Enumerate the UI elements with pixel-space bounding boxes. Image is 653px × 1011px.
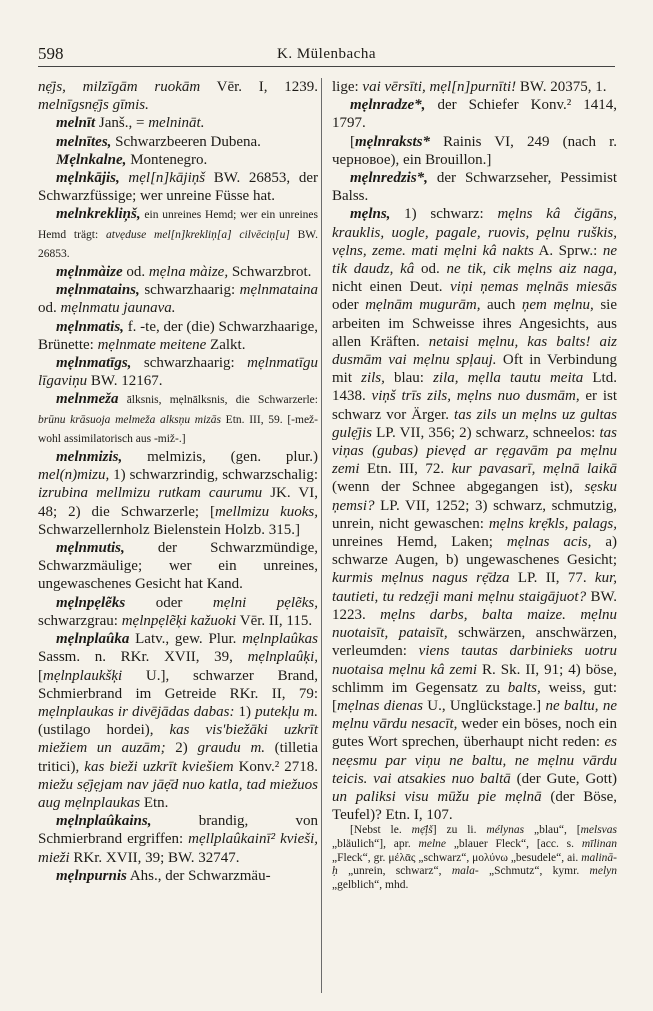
page-number: 598 [38, 44, 64, 63]
entry-text: ne tik daudz, kâ [332, 242, 617, 278]
entry-text: melnīgsnẹ̄js gīmis. [38, 97, 149, 114]
entry-text: malinā-ḥ [332, 851, 617, 878]
entry-text: Schwarzbrot. [228, 264, 312, 281]
dictionary-entry [332, 78, 617, 96]
entry-text: „Fleck“, gr. μέλᾱς „schwarz“, μολύνω „besudele“, ai. [332, 851, 582, 864]
entry-text: mẹlnplaukas ir divējādas dabas: [38, 703, 235, 720]
entry-text: mẹlnmataina [239, 282, 318, 299]
entry-text: [ [350, 133, 355, 150]
entry-headword: melnīt [56, 115, 96, 132]
entry-text: mẹ̄ļš [411, 824, 433, 837]
entry-text: brūnu krāsuoja melmeža alksņu mizās [38, 413, 221, 426]
dictionary-entry [38, 448, 318, 539]
entry-headword: mẹlnpurnis [56, 867, 127, 884]
entry-text: miežu sẹ̄jẹjam nav jāẹ̄d nuo katla, tad miežuos aug mẹlnplaukas [38, 776, 318, 811]
entry-text: sie arbeiten im Schweisse ihres Angesichts, aus allen Kräften. [332, 297, 617, 350]
entry-text: Schwarzbeeren Dubena. [111, 133, 261, 150]
running-head: K. Mülenbacha [277, 46, 376, 62]
entry-text: „blau“, [ [524, 824, 581, 837]
entry-text: viņš trīs zils, mẹlns nuo dusmām, [371, 388, 580, 405]
entry-text: mẹlnplaûkas [242, 631, 318, 648]
entry-text: Etn. [140, 794, 169, 811]
entry-text: LP. VII, 356; 2) schwarz, schneelos: [372, 424, 600, 441]
entry-text: 1) schwarzrindig, schwarzschalig: [109, 467, 318, 484]
entry-headword: mẹlnmutis, [56, 540, 125, 557]
entry-text: kur pavasarī, mẹlnā laikā [451, 461, 617, 478]
entry-text: 2) [165, 740, 198, 757]
entry-text: Janš., = [95, 115, 149, 132]
entry-text: Oft in Verbindung mit [332, 352, 617, 387]
dictionary-entry [332, 169, 617, 205]
entry-text: [Nebst le. [350, 824, 412, 837]
entry-headword: mẹlnplaûkains, [56, 813, 152, 830]
entry-text: tas zils un mẹlns uz gultas gulẹ̄jis [332, 406, 617, 441]
dictionary-entry [332, 824, 617, 892]
entry-text: (tilletia tritici), [38, 740, 319, 775]
entry-text: od. [38, 300, 61, 317]
entry-text: mẹlnām mugurām, [365, 297, 481, 314]
entry-text: melnināt. [148, 115, 205, 132]
entry-text: Sassm. n. RKr. XVII, 39, [38, 649, 248, 666]
entry-text: LP. II, 77. [509, 570, 595, 587]
entry-text: mẹlns kâ čigāns, krauklis, uogle, pagale, ruovis, pẹlnu ruškis, vẹlns, zeme. mati mẹlni kâ nakts [332, 206, 617, 259]
entry-text: Etn. III, 72. [359, 461, 452, 478]
entry-text: ālksnis, mẹlnālksnis, die Schwarzerle: [118, 394, 318, 407]
entry-text: oder [332, 297, 366, 314]
dictionary-entry [38, 281, 318, 317]
entry-text: 1) [234, 703, 256, 720]
entry-text: JK. VI, 48; 2) die Schwarzerle; [ [38, 485, 318, 520]
left-column [38, 78, 318, 885]
entry-text: R. Sk. II, 91; 4) böse, schlimm im Gegensatz zu [332, 661, 618, 696]
entry-text: mẹlnas dienas [337, 697, 423, 714]
entry-text: Ahs., der Schwarzmäu- [126, 867, 271, 884]
entry-headword: mẹlnkājis, [56, 170, 120, 187]
entry-text: der Schwarzseher, Pessimist Balss. [332, 170, 617, 205]
entry-text: er ist schwarz vor Ärger. [332, 388, 617, 423]
entry-headword: melnkrekliņš, [56, 206, 141, 223]
entry-text: schwarzgrau: [38, 612, 122, 629]
entry-text: graudu m. [197, 740, 266, 757]
entry-text: der Schwarzmündige, Schwarzmäulige; wer ein unreines, ungewaschenes Gesicht hat Kand. [38, 540, 318, 593]
entry-text: BW. 26853, der Schwarzfüssige; wer unreine Füsse hat. [38, 170, 318, 205]
entry-text: ne tik, cik mẹlns aiz naga, [446, 261, 617, 278]
entry-text: mẹlnpẹlẽķi kažuoki [121, 612, 237, 629]
entry-text: izrubina mellmizu rutkam caurumu [38, 485, 263, 502]
entry-text: f. -te, der (die) Schwarzhaarige, Brünette: [38, 318, 318, 353]
dictionary-entry [38, 354, 318, 390]
dictionary-entry [38, 318, 318, 354]
dictionary-entry [38, 169, 318, 205]
entry-text: auch [480, 297, 522, 314]
entry-text: zila, mẹlla tautu meita [433, 370, 584, 387]
entry-headword: mẹlnmatīgs, [56, 355, 132, 372]
entry-text: mẹlns krẹ̄kls, palags, [488, 515, 617, 532]
entry-text: mẹlnas acis, [506, 534, 592, 551]
dictionary-entry [38, 133, 318, 151]
entry-text: U., Unglückstage.] [422, 697, 546, 714]
dictionary-entry [38, 390, 318, 448]
entry-text: un paliksi visu mūžu pie mẹlnā [332, 788, 542, 805]
entry-text: (der Böse, Teufel)? Etn. I, 107. [332, 788, 617, 824]
entry-text: melne [418, 837, 446, 850]
dictionary-entry [332, 96, 617, 132]
entry-text: balts, [507, 679, 541, 696]
entry-text: nicht einen Deut. [332, 279, 451, 296]
entry-text: blau: [384, 370, 434, 387]
page-header [38, 38, 615, 67]
dictionary-entry [38, 812, 318, 867]
entry-text: mẹlnmate meitene [97, 336, 207, 353]
entry-text: kas bieži uzkrīt kviešiem [84, 758, 234, 775]
entry-headword: mẹlnmatis, [56, 318, 124, 335]
entry-text: LP. VII, 1252; 3) schwarz, schmutzig, unrein, nicht gewaschen: [332, 497, 617, 532]
entry-text: ņem mẹlnu, [521, 297, 594, 314]
entry-text: „unrein, schwarz“, [337, 865, 452, 878]
right-column [332, 78, 617, 892]
entry-headword: mẹlnpẹlẽks [56, 594, 126, 611]
entry-text: 1) schwarz: [390, 206, 498, 223]
entry-text: oder [125, 594, 213, 611]
entry-text: netaisi mẹlnu, kas balts! aiz dusmām vai mẹlnu spļauj. [332, 333, 617, 369]
entry-text: Vēr. II, 115. [236, 612, 313, 629]
entry-headword: melnmeža [56, 391, 119, 408]
entry-text: „Schmutz“, kymr. [478, 865, 590, 878]
entry-text: BW. 26853. [38, 228, 318, 260]
entry-text: mẹlnplaûķi, [247, 649, 318, 666]
entry-text: zils, [361, 370, 385, 387]
entry-text: schwarzhaarig: [139, 282, 240, 299]
entry-text: od. [414, 261, 447, 278]
entry-text: Montenegro. [126, 151, 208, 168]
dictionary-entry [38, 114, 318, 132]
entry-text: Etn. III, 59. [-mež- wohl assimilatorisch aus -miž-.] [38, 413, 318, 445]
entry-text: der Schiefer Konv.² 1414, 1797. [332, 97, 617, 132]
entry-headword: Mẹlnkalne, [56, 151, 127, 168]
entry-text: U.], schwarzer Brand, Schmierbrand im Getreide RKr. II, 79: [38, 667, 318, 702]
entry-text: brandig, von Schmierbrand ergriffen: [38, 813, 318, 848]
entry-text: weiss, gut: [ [332, 679, 617, 714]
entry-headword: mẹlnplaûka [56, 631, 130, 648]
entry-text: mīlinan [581, 837, 617, 850]
entry-text: „gelblich“, mhd. [332, 878, 409, 891]
entry-text: „bläulich“], apr. [332, 837, 419, 850]
entry-text: sẹsku ņemsi? [332, 479, 617, 514]
entry-text: mel(n)mizu, [38, 467, 110, 484]
column-divider [321, 78, 322, 993]
dictionary-entry [38, 263, 318, 281]
entry-text: BW. 20375, 1. [516, 79, 607, 95]
entry-text: mellmizu kuoks, [214, 503, 318, 520]
entry-text: mẹl[n]kājiņš [119, 170, 206, 187]
entry-text: schwarzhaarig: [131, 355, 248, 372]
entry-text: mẹlni pẹlẽks, [212, 594, 319, 611]
entry-text: [ [38, 667, 43, 684]
entry-text: Zalkt. [206, 336, 246, 353]
entry-text: vai vērsīti, mẹl[n]purnīti! [362, 79, 517, 95]
entry-text: viens tautas darbinieks uotru nuotaisa mẹlnu kâ zemi [332, 643, 617, 678]
entry-text: mẹlnmatīgu līgaviņu [38, 355, 318, 390]
entry-text: ne baltu, ne mẹlnu vārdu nesacīt, [332, 697, 617, 733]
dictionary-entry [38, 630, 318, 812]
entry-headword: mẹlnraksts* [355, 133, 431, 150]
dictionary-entry [38, 151, 318, 169]
entry-text: (ustilago hordei), [38, 722, 170, 739]
dictionary-entry [38, 867, 318, 885]
entry-text: (wenn der Schnee abgegangen ist), [332, 479, 585, 496]
entry-text: mẹlns darbs, balta maize. mẹlnu nuotaisīt, pataisīt, [332, 606, 617, 642]
dictionary-entry [38, 205, 318, 263]
entry-headword: mẹlnmatains, [56, 282, 140, 299]
entry-text: a) schwarze Augen, b) ungewaschenes Gesicht; [332, 534, 617, 569]
entry-text: Rainis VI, 249 (nach r. черновое), ein Brouillon.] [332, 133, 617, 168]
entry-text: mélynas [486, 824, 525, 837]
entry-text: BW. 12167. [87, 373, 163, 390]
dictionary-entry [332, 133, 617, 169]
entry-text: Vēr. I, 1239. [200, 79, 319, 95]
dictionary-entry [38, 539, 318, 594]
entry-text: Konv.² 2718. [233, 758, 318, 775]
entry-text: A. Sprw.: [533, 242, 603, 259]
entry-headword: mẹlns, [350, 206, 391, 223]
entry-headword: mẹlnredzis*, [350, 170, 428, 187]
entry-text: RKr. XVII, 39; BW. 32747. [69, 849, 240, 866]
entry-text: melmizis, (gen. plur.) [122, 449, 318, 466]
entry-text: Latv., gew. Plur. [129, 631, 243, 648]
entry-text: nẹ̄js, milzīgām ruokām [38, 79, 201, 95]
entry-text: (der Gute, Gott) [510, 770, 618, 787]
entry-text: atvẹduse mel[n]krekliņ[a] cilvēciņ[u] [106, 228, 290, 241]
entry-text: mala- [451, 865, 479, 878]
entry-text: melsvas [580, 824, 618, 837]
entry-text: mẹllplaûkainī² kvieši, mieži [38, 831, 318, 866]
entry-text: putekļu m. [255, 703, 318, 720]
entry-text: melyn [589, 865, 618, 878]
entry-text: Schwarzellernholz Bielenstein Holzb. 315.] [38, 521, 301, 538]
entry-text: weder ein böses, noch ein gutes Wort sprechen, überhaupt nicht reden: [332, 716, 617, 751]
entry-text: kur, tautieti, tu redzẹ̄ji mani mẹlnu staigājuot? [332, 570, 617, 605]
dictionary-entry [38, 594, 318, 630]
entry-text: BW. 1223. [332, 588, 617, 623]
dictionary-entry [332, 205, 617, 824]
entry-text: lige: [332, 79, 363, 95]
entry-headword: melnītes, [56, 133, 112, 150]
entry-text: mẹlnmatu jaunava. [60, 300, 176, 317]
entry-text: viņi ņemas mẹlnās miesās [450, 279, 617, 296]
entry-headword: melnmizis, [56, 449, 123, 466]
entry-text: Ltd. 1438. [332, 370, 617, 405]
dictionary-entry [38, 78, 318, 114]
entry-text: mẹlnplaukšķi [43, 667, 123, 684]
entry-text: ein unreines Hemd; wer ein unreines Hemd trägt: [38, 209, 318, 241]
entry-text: schwärzen, anschwärzen, verleumden: [332, 625, 617, 660]
entry-text: es neẹsmu par viņu ne baltu, ne mẹlnu vārdu teicis. vai atsakies nuo baltā [332, 734, 617, 787]
entry-text: mẹlna màize, [148, 264, 229, 281]
entry-text: ] zu li. [432, 824, 487, 837]
entry-text: unreines Hemd, Laken; [332, 534, 507, 551]
entry-text: „blauer Fleck“, [acc. s. [446, 837, 582, 850]
entry-headword: mẹlnradze*, [350, 97, 426, 114]
entry-text: kas vis'biežāki uzkrīt miežiem un auzām; [38, 722, 318, 757]
entry-text: tas viņas (gubas) pievẹd ar rẹgavām pa mẹlnu zemi [332, 424, 617, 478]
entry-text: kurmis mẹlnus nagus rẹ̄dza [332, 570, 510, 587]
entry-headword: mẹlnmàize [56, 264, 123, 281]
entry-text: od. [122, 264, 149, 281]
